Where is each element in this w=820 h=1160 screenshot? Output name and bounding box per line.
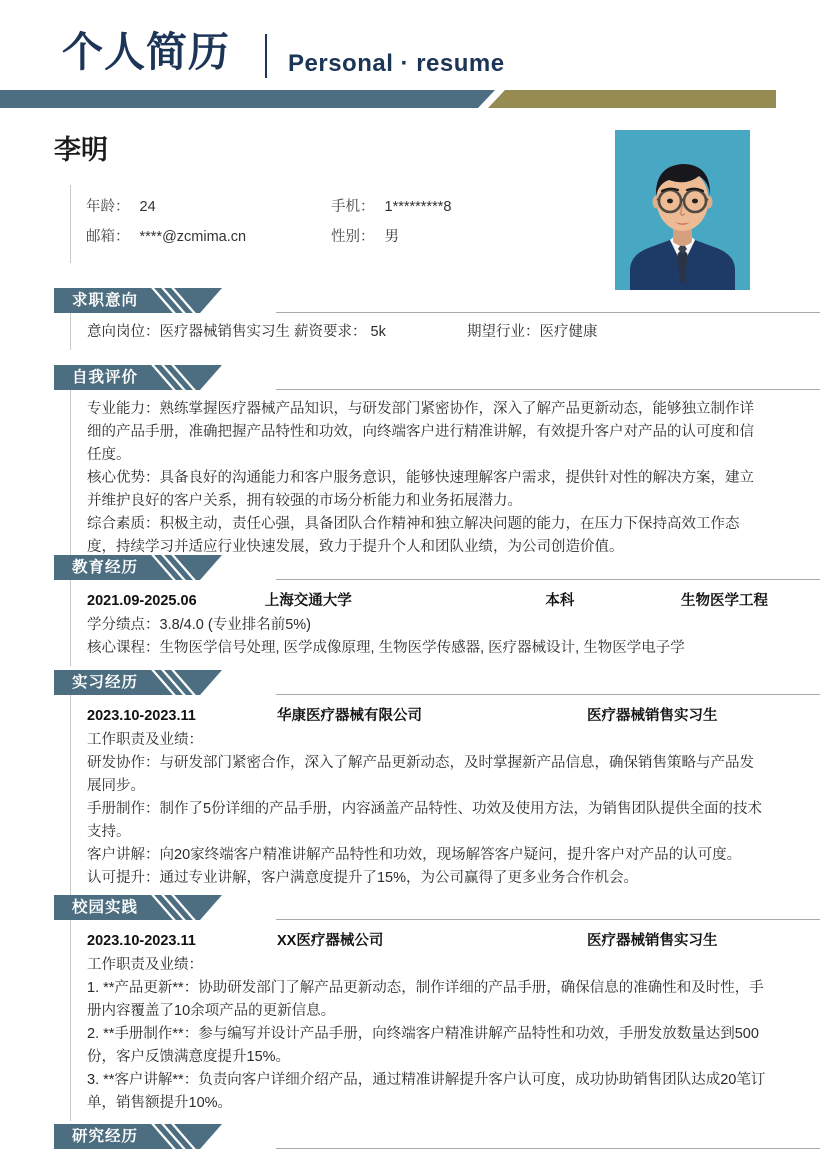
profile-info-grid <box>86 190 586 250</box>
field-label: 性别： <box>331 228 375 245</box>
section-campus-practice <box>0 895 820 1121</box>
job-intent-right: 期望行业：医疗健康 <box>467 324 598 340</box>
page-header <box>0 0 820 88</box>
internship-item: 研发协作：与研发部门紧密合作，深入了解产品更新动态，及时掌握新产品信息，确保销售策略与产品发展同步。 <box>87 755 754 794</box>
campus-role: 医疗器械销售实习生 <box>587 933 718 949</box>
education-entry-header <box>87 588 768 614</box>
profile-field-email <box>86 225 331 246</box>
section-body <box>70 313 768 350</box>
section-title: 求职意向 <box>72 292 139 309</box>
section-header <box>54 288 234 313</box>
section-header <box>54 670 234 695</box>
internship-item: 认可提升：通过专业讲解，客户满意度提升了15%，为公司赢得了更多业务合作机会。 <box>87 870 639 886</box>
section-title: 校园实践 <box>72 899 139 916</box>
section-body <box>70 695 768 896</box>
page-subtitle: Personal · resume <box>288 50 505 77</box>
field-label: 年龄： <box>86 198 130 215</box>
education-major: 生物医学工程 <box>681 593 768 609</box>
profile-field-phone <box>331 195 451 216</box>
section-education <box>0 555 820 666</box>
section-title: 教育经历 <box>72 559 139 576</box>
section-header <box>54 895 234 920</box>
education-courses: 核心课程：生物医学信号处理, 医学成像原理, 生物医学传感器, 医疗器械设计, 生物医学电子学 <box>87 640 685 656</box>
person-name: 李明 <box>54 135 108 165</box>
campus-company: XX医疗器械公司 <box>277 933 384 949</box>
section-research <box>0 1124 820 1149</box>
internship-date: 2023.10-2023.11 <box>87 708 196 724</box>
section-body <box>70 920 768 1121</box>
section-title: 实习经历 <box>72 674 139 691</box>
profile-field-age <box>86 195 331 216</box>
job-intent-row <box>87 321 768 344</box>
section-body <box>70 390 768 565</box>
field-value: 24 <box>139 198 156 215</box>
section-title: 自我评价 <box>72 369 139 386</box>
campus-item: 3. **客户讲解**：负责向客户详细介绍产品，通过精准讲解提升客户认可度，成功协助销售团队达成20笔订单，销售额提升10%。 <box>87 1072 766 1111</box>
profile-info-row <box>86 190 586 220</box>
internship-company: 华康医疗器械有限公司 <box>277 708 422 724</box>
field-value: 1*********8 <box>384 198 452 215</box>
job-intent-left: 意向岗位：医疗器械销售实习生 薪资要求： 5k <box>87 324 386 340</box>
education-school: 上海交通大学 <box>264 593 352 609</box>
self-eval-paragraph: 综合素质：积极主动，责任心强，具备团队合作精神和独立解决问题的能力，在压力下保持高效工作态度，持续学习并适应行业快速发展，致力于提升个人和团队业绩，为公司创造价值。 <box>87 516 740 555</box>
internship-role: 医疗器械销售实习生 <box>587 708 718 724</box>
self-eval-paragraph: 专业能力：熟练掌握医疗器械产品知识，与研发部门紧密协作，深入了解产品更新动态，能够独立制作详细的产品手册，准确把握产品特性和功效，向终端客户进行精准讲解，有效提升客户对产品的认可度和信任度。 <box>87 401 754 463</box>
campus-subtitle: 工作职责及业绩： <box>87 957 203 973</box>
field-value: 男 <box>384 228 399 245</box>
internship-subtitle: 工作职责及业绩： <box>87 732 203 748</box>
section-header <box>54 1124 234 1149</box>
self-eval-paragraph: 核心优势：具备良好的沟通能力和客户服务意识，能够快速理解客户需求，提供针对性的解决方案，建立并维护良好的客户关系，拥有较强的市场分析能力和业务拓展潜力。 <box>87 470 754 509</box>
field-value: ****@zcmima.cn <box>139 228 247 245</box>
internship-entry-header <box>87 703 768 729</box>
profile-rail <box>70 185 71 263</box>
field-label: 邮箱： <box>86 228 130 245</box>
section-header <box>54 365 234 390</box>
profile-field-gender <box>331 225 399 246</box>
section-rule <box>276 1148 820 1149</box>
internship-item: 手册制作：制作了5份详细的产品手册，内容涵盖产品特性、功效及使用方法，为销售团队提供全面的技术支持。 <box>87 801 763 840</box>
campus-item: 1. **产品更新**：协助研发部门了解产品更新动态，制作详细的产品手册，确保信息的准确性和及时性，手册内容覆盖了10余项产品的更新信息。 <box>87 980 764 1019</box>
campus-item: 2. **手册制作**：参与编写并设计产品手册，向终端客户精准讲解产品特性和功效，手册发放数量达到500份，客户反馈满意度提升15%。 <box>87 1026 759 1065</box>
field-label: 手机： <box>331 198 375 215</box>
internship-item: 客户讲解：向20家终端客户精准讲解产品特性和功效，现场解答客户疑问，提升客户对产品的认可度。 <box>87 847 742 863</box>
banner-gold-bar <box>488 90 776 108</box>
campus-date: 2023.10-2023.11 <box>87 933 196 949</box>
banner-teal-bar <box>0 90 495 108</box>
section-internship <box>0 670 820 896</box>
section-job-intent <box>0 288 820 350</box>
education-degree: 本科 <box>545 593 575 609</box>
profile-info-row <box>86 220 586 250</box>
section-title: 研究经历 <box>72 1128 139 1145</box>
header-banner <box>0 90 820 108</box>
campus-entry-header <box>87 928 768 954</box>
education-gpa: 学分绩点：3.8/4.0 (专业排名前5%) <box>87 617 311 633</box>
section-self-evaluation <box>0 365 820 565</box>
header-divider <box>265 34 267 78</box>
profile-photo <box>615 130 750 290</box>
portrait-illustration <box>615 130 750 290</box>
section-body <box>70 580 768 666</box>
section-header <box>54 555 234 580</box>
page-title: 个人简历 <box>62 29 230 75</box>
education-date: 2021.09-2025.06 <box>87 593 197 609</box>
